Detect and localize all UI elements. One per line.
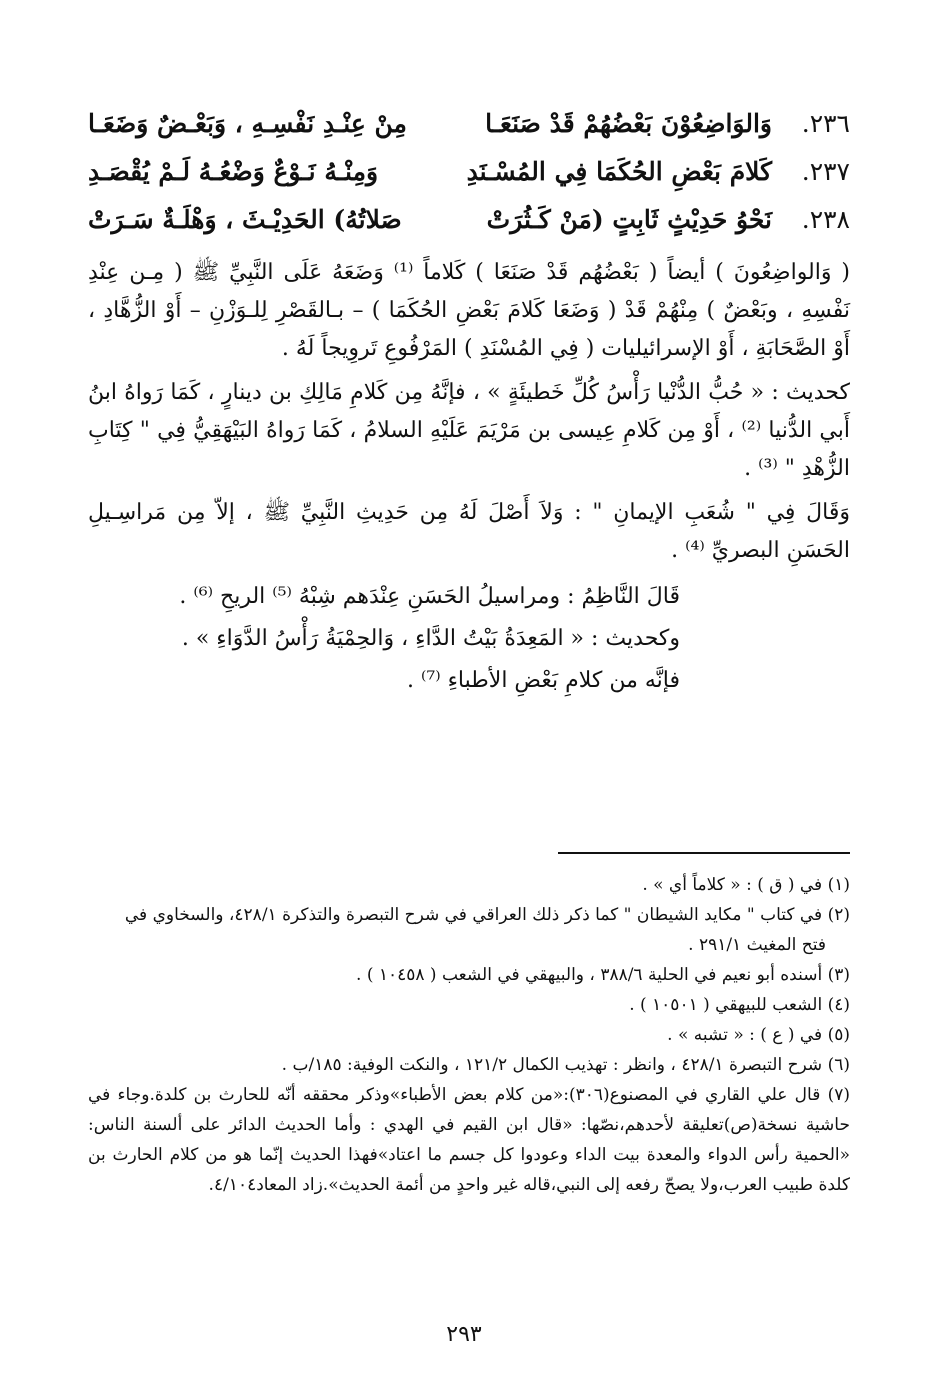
footnote: (٦) شرح التبصرة ٤٢٨/١ ، وانظر : تهذيب الكمال ١٢١/٢ ، والنكت الوفية: ١٨٥/ب . xyxy=(281,1055,850,1075)
footnote: (٤) الشعب للبيهقي ( ١٠٥٠١ ) . xyxy=(629,995,850,1015)
commentary-paragraph: ( وَالواضِعُونَ ) أيضاً ( بَعْضُهُم قَدْ صَنَعَا ) كَلاماً ⁽¹⁾ وَضَعَهُ عَلَى النَّبِيِّ ﷺ ( مِـن عِنْدِ نَفْسِهِ ، وبَعْضٌ ) مِنْهُمْ قَدْ ( وَضَعَا كَلامَ بَعْضِ الحُكَمَا ) – بـالقَصْرِ لِلـوَزْنِ – أَوْ الزُّهَّادِ ، أَوْ الصَّحَابَةِ ، أَوْ الإسرائيليات ( فِي المُسْنَدِ ) المَرْفُوعِ تَروِيجاً لَهُ . xyxy=(88,260,850,361)
footnote: (٣) أسنده أبو نعيم في الحلية ٣٨٨/٦ ، والبيهقي في الشعب ( ١٠٤٥٨ ) . xyxy=(356,965,850,985)
commentary-paragraph: وَقَالَ فِي " شُعَبِ الإيمانِ " : وَلاَ أَصْلَ لَهُ مِن حَدِيثِ النَّبِيِّ ﷺ ، إلاّ مِن مَراسِـيلِ الحَسَنِ البصريِّ ⁽⁴⁾ . xyxy=(88,500,850,563)
verse-number: ٢٣٨. xyxy=(801,205,850,234)
footnote: (١) في ( ق ) : « كلاماً أي » . xyxy=(642,875,850,895)
verse-line xyxy=(88,100,850,148)
footnote: (٧) قال علي القاري في المصنوع(٣٠٦):«من كلام بعض الأطباء»وذكر محققه أنّه للحارث بن كلدة.وجاء في حاشية نسخة(ص)تعليقة لأحدهم،نصّها: «قال ابن القيم في الهدي : وأما الحديث الدائر على ألسنة الناس: «الحمية رأس الدواء والمعدة بيت الداء وعودوا كل جسم ما اعتاد»فهذا الحديث إنّما هو من كلام الحارث بن كلدة طبيب العرب،ولا يصحّ رفعه إلى النبي،قاله غير واحدٍ من أئمة الحديث».زاد المعاد٤/١٠٤. xyxy=(88,1085,850,1195)
verse-second-hemistich: مِنْ عِنْـدِ نَفْسِـهِ ، وَبَعْـضٌ وَضَعَـا xyxy=(88,109,407,138)
indented-block xyxy=(88,576,850,702)
verse-first-hemistich: نَحْوُ حَدِيْثٍ ثَابِتٍ (مَنْ كَـثُرَتْ xyxy=(486,205,772,234)
verse-first-hemistich: وَالوَاضِعُوْنَ بَعْضُهُمْ قَدْ صَنَعَـا xyxy=(485,109,772,138)
verse-number: ٢٣٦. xyxy=(801,109,850,138)
indented-line: وكحديث : « المَعِدَةُ بَيْتُ الدَّاءِ ، وَالحِمْيَةُ رَأْسُ الدَّوَاءِ » . xyxy=(181,626,680,651)
commentary-paragraph: كحديث : « حُبُّ الدُّنْيا رَأْسُ كُلِّ خَطيئَةٍ » ، فإنَّهُ مِن كَلامِ مَالِكِ بن دينارٍ ، كَمَا رَواهُ ابنُ أَبي الدُّنيا ⁽²⁾ ، أَوْ مِن كَلامِ عِيسى بن مَرْيَمَ عَلَيْهِ السلامُ ، كَمَا رَواهُ البَيْهَقِيُّ فِي " كِتَابِ الزُّهْدِ " ⁽³⁾ . xyxy=(88,380,850,481)
footnote: (٥) في ( ع ) : « تشبه » . xyxy=(667,1025,850,1045)
footnote: (٢) في كتاب " مكايد الشيطان " كما ذكر ذلك العراقي في شرح التبصرة والتذكرة ٤٢٨/١، والسخاوي في xyxy=(124,905,850,925)
verse-line xyxy=(88,196,850,244)
footnote-continuation: فتح المغيث ٢٩١/١ . xyxy=(688,935,826,955)
footnotes xyxy=(88,870,850,1200)
verse-second-hemistich: صَلاتُهُ) الحَدِيْـثَ ، وَهْلَـةٌ سَـرَتْ xyxy=(88,205,402,234)
verse-line xyxy=(88,148,850,196)
footnote-separator xyxy=(558,852,850,854)
verse-second-hemistich: وَمِنْـهُ نَـوْعٌ وَضْعُـهُ لَـمْ يُقْصَـدِ xyxy=(88,157,379,186)
indented-line: فإنَّه من كلامِ بَعْضِ الأطباءِ ⁽⁷⁾ . xyxy=(406,668,680,693)
verse-number: ٢٣٧. xyxy=(801,157,850,186)
main-text xyxy=(88,100,850,702)
indented-line: قَالَ النَّاظِمُ : ومراسيلُ الحَسَنِ عِنْدَهم شِبْهُ ⁽⁵⁾ الريحِ ⁽⁶⁾ . xyxy=(179,584,680,609)
page-number: ٢٩٣ xyxy=(446,1322,482,1347)
verse-first-hemistich: كَلامَ بَعْضِ الحُكَمَا فِي المُسْـنَدِ xyxy=(466,157,772,186)
